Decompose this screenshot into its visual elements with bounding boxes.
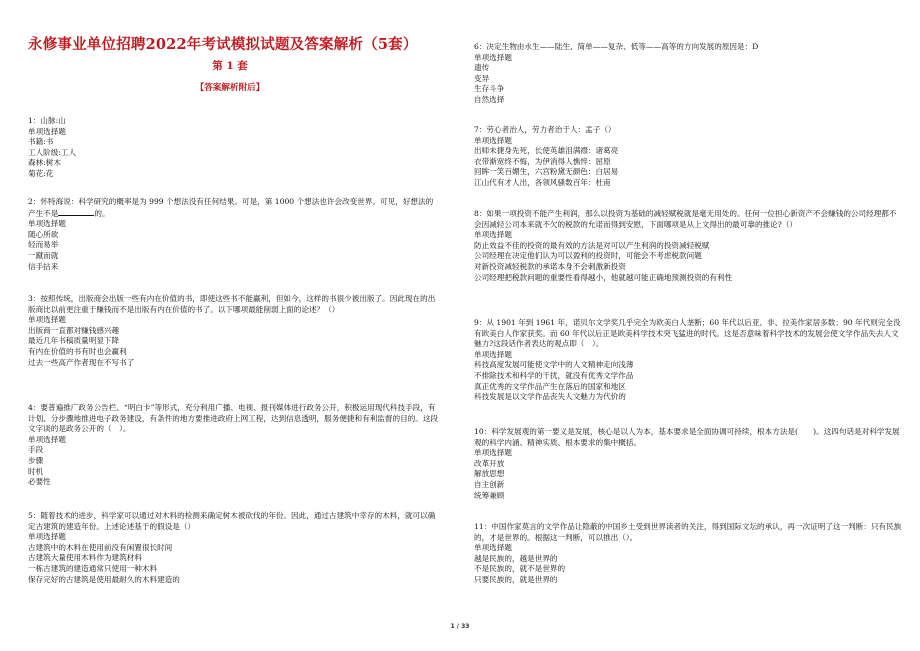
option: 最近几年书稿质量明显下降 [28,336,120,346]
question-stem: 7：劳心者治人，劳力者治于人：孟子（） [474,125,616,134]
option: 公司经理在决定他们认为可以盈利的投资时，可能会不考虑税款问题 [474,251,702,261]
question-stem: 6：决定生物由水生——陆生、简单——复杂、低等——高等的方向发展的原因是：D [474,42,759,51]
question-type: 单项选择题 [28,126,66,136]
option: 保存完好的古建筑是使用最耐久的木料建造的 [28,574,180,584]
option: 对新投资减轻税款的承诺本身不会刺激新投资 [474,261,626,271]
option: 科技发展是以文学作品丧失人文魅力为代价的 [474,392,626,402]
option: 时机 [28,466,44,476]
question-type: 单项选择题 [474,448,512,458]
question-stem: 3：按照传统，出版商会出版一些有内在价值的书，即使这些书不能赢利，但如今，这样的书很少被出版了。因此现在的出版商比以前更注重于赚钱而不是出版有内在价值的书了。以下哪项最能削弱上面的论述？（） [28,294,436,314]
option: 轻而易举 [28,240,59,250]
option: 改革开放 [474,458,505,468]
question-type: 单项选择题 [474,230,512,240]
option: 江山代有才人出，各领风骚数百年：杜甫 [474,177,611,187]
question-4 [28,403,440,488]
question-7 [474,125,904,189]
question-stem: 5：随着技术的进步，科学家可以通过对木料的检测来确定树木被砍伐的年份。因此，通过古建筑中幸存的木料，就可以确定古建筑的建造年份。上述论述基于的假设是（） [28,511,436,531]
question-stem: 1：山脉:山 [28,116,66,125]
question-1 [28,116,440,180]
option: 步骤 [28,455,44,465]
option: 公司经理把税款问题的重要性看得越小，他就越可能正确地预测投资的有利性 [474,272,733,282]
option: 古建筑中的木料在使用前没有闲置很长时间 [28,542,173,552]
option: 变异 [474,73,490,83]
question-9 [474,318,904,403]
question-stem: 11：中国作家莫言的文学作品让隐蔽的中国乡土受到世界读者的关注，得到国际文坛的承认，再一次证明了这一判断：只有民族的，才是世界的。根据这一判断，可以推出（）。 [474,522,902,542]
question-type: 单项选择题 [474,543,512,553]
option: 越是民族的，越是世界的 [474,553,558,563]
option: 科技高度发展可能使文学中的人文精神走向浅薄 [474,360,634,370]
question-type: 单项选择题 [28,434,66,444]
option: 遗传 [474,63,490,73]
question-type: 单项选择题 [474,135,512,145]
option: 生存斗争 [474,84,505,94]
option: 工人阶级:工人 [28,147,77,157]
question-11 [474,522,904,586]
option: 过去一些高产作者现在不写书了 [28,357,135,367]
option: 不是民族的，就不是世界的 [474,564,566,574]
option: 古建筑大量使用木料作为建筑材料 [28,553,142,563]
option: 手段 [28,445,44,455]
option: 真正优秀的文学作品产生在落后的国家和地区 [474,381,626,391]
question-3 [28,294,440,368]
option: 出版商一直都对赚钱感兴趣 [28,325,120,335]
question-type: 单项选择题 [474,349,512,359]
question-stem: 8：如果一项投资不能产生利润，那么以投资为基础的减轻赋税就是毫无用处的。任何一位担心新资产不会赚钱的公司经理都不会因减轻公司本来就不欠的税款的允诺而得到安慰，下面哪项是从上文得出的最可靠的推论?（） [474,209,897,229]
answer-note: 【答案解析附后】 [195,83,265,93]
option: 防止效益不佳的投资的最有效的方法是对可以产生利润的投资减轻税赋 [474,240,710,250]
question-stem: 2：怀特海说：科学研究的概率是为 999 个想法没有任何结果。可是，第 1000 个想法也许会改变世界。可见，好想法的产生不是 的。 [28,197,434,218]
option: 菊花:花 [28,168,54,178]
question-stem: 10：科学发展观的第一要义是发展，核心是以人为本，基本要求是全面协调可持续，根本方法是( )。这四句话是对科学发展观的科学内涵、精神实质、根本要求的集中概括。 [474,427,900,447]
question-stem: 4：要普遍推广政务公告栏、“明白卡”等形式，充分利用广播、电视、报刊媒体进行政务公开，积极运用现代科技手段，有计划、分步骤地推进电子政务建设，有条件的地方要推进政府上网工程，达到信息透明，服务便捷和有利监督的目的。这段文字谈的是政务公开的（ ）。 [28,403,439,434]
option: 自然选择 [474,94,505,104]
option: 一栋古建筑的建造通常只使用一种木料 [28,563,158,573]
option: 只要民族的，就是世界的 [474,574,558,584]
option: 自主创新 [474,479,505,489]
document-title: 永修事业单位招聘2022年考试模拟试题及答案解析（5套） [28,36,418,53]
option: 出师未捷身先死，长使英雄泪满襟：诸葛亮 [474,146,619,156]
option: 信手拈来 [28,261,59,271]
option: 森林:树木 [28,158,61,168]
set-number: 第 1 套 [212,60,248,72]
option: 书籍:书 [28,137,54,147]
answer-blank [58,208,94,216]
question-6 [474,42,904,106]
question-10 [474,427,904,501]
option: 不排除技术和科学的干扰，就没有优秀文学作品 [474,370,634,380]
option: 随心所欲 [28,229,59,239]
option: 统筹兼顾 [474,490,505,500]
question-2 [28,197,440,272]
question-stem: 9：从 1901 年到 1961 年，诺贝尔文学奖几乎完全为欧美白人垄断；60 年代以后亚、非、拉美作家居多数；90 年代则完全没有欧美白人作家获奖。而 60 年代以后正是欧美科学技术突飞猛进的时代。这是否意味着科学技术的发展会使文学作品失去人文魅力?这段话作者表达的观点即（ ）。 [474,318,901,349]
option: 必要性 [28,477,51,487]
option: 回眸一笑百媚生，六宫粉黛无颜色：白居易 [474,167,619,177]
option: 解放思想 [474,469,505,479]
option: 一蹴而就 [28,250,59,260]
question-type: 单项选择题 [474,52,512,62]
question-type: 单项选择题 [28,532,66,542]
question-5 [28,511,440,585]
question-type: 单项选择题 [28,219,66,229]
option: 衣带渐宽终不悔，为伊消得人憔悴：屈原 [474,156,611,166]
question-type: 单项选择题 [28,315,66,325]
page-number: 1 / 33 [450,623,470,630]
option: 有内在价值的书有时也会赢利 [28,346,127,356]
question-8 [474,209,904,283]
